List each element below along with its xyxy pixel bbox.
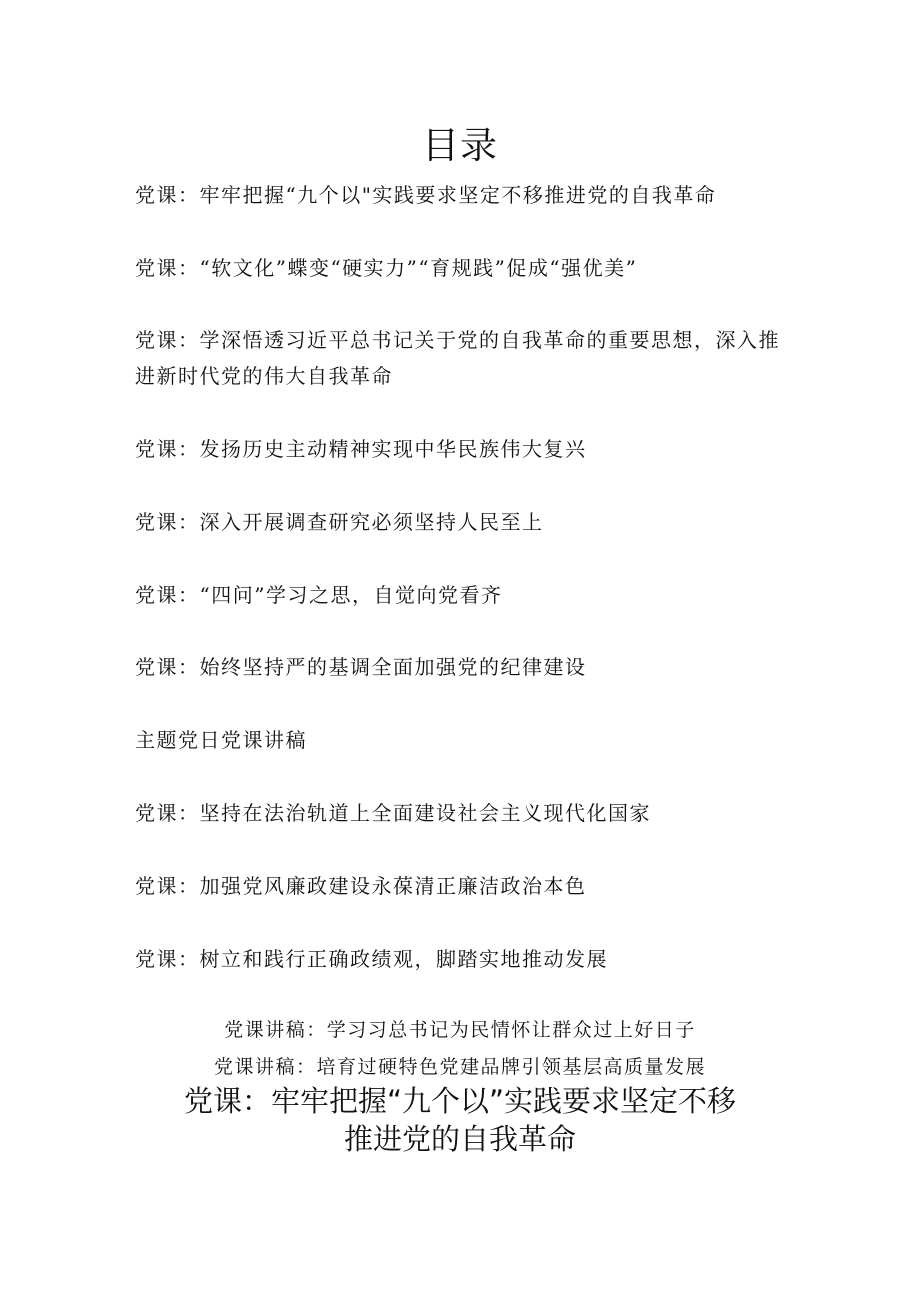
- toc-entry-centered: 党课讲稿：培育过硬特色党建品牌引领基层高质量发展: [213, 1056, 706, 1078]
- toc-title: 目录: [422, 124, 498, 167]
- toc-entry: 党课：深入开展调查研究必须坚持人民至上: [135, 510, 544, 534]
- toc-entry: 党课：发扬历史主动精神实现中华民族伟大复兴: [135, 437, 587, 461]
- toc-entry: 党课：始终坚持严的基调全面加强党的纪律建设: [135, 655, 587, 679]
- toc-entry: 党课：学深悟透习近平总书记关于党的自我革命的重要思想，深入推进新时代党的伟大自我革命: [135, 328, 780, 388]
- toc-entry-centered: 党课讲稿：学习习总书记为民情怀让群众过上好日子: [224, 1019, 696, 1041]
- toc-entry: 党课：树立和践行正确政绩观，脚踏实地推动发展: [135, 947, 608, 971]
- toc-entry: 党课：“四问”学习之思，自觉向党看齐: [135, 583, 503, 607]
- toc-entry: 党课：“软文化”蝶变“硬实力”“育规践”促成“强优美”: [135, 256, 638, 280]
- article-title-line-2: 推进党的自我革命: [343, 1122, 576, 1156]
- article-title: [0, 1082, 920, 1158]
- toc-entry: 党课：坚持在法治轨道上全面建设社会主义现代化国家: [135, 801, 651, 825]
- article-title-line-1: 党课：牢牢把握“九个以”实践要求坚定不移: [183, 1084, 737, 1118]
- toc-entry: 主题党日党课讲稿: [135, 728, 307, 752]
- toc-entry: 党课：加强党风廉政建设永葆清正廉洁政治本色: [135, 874, 587, 898]
- toc-entry: 党课：牢牢把握“九个以"实践要求坚定不移推进党的自我革命: [135, 183, 717, 207]
